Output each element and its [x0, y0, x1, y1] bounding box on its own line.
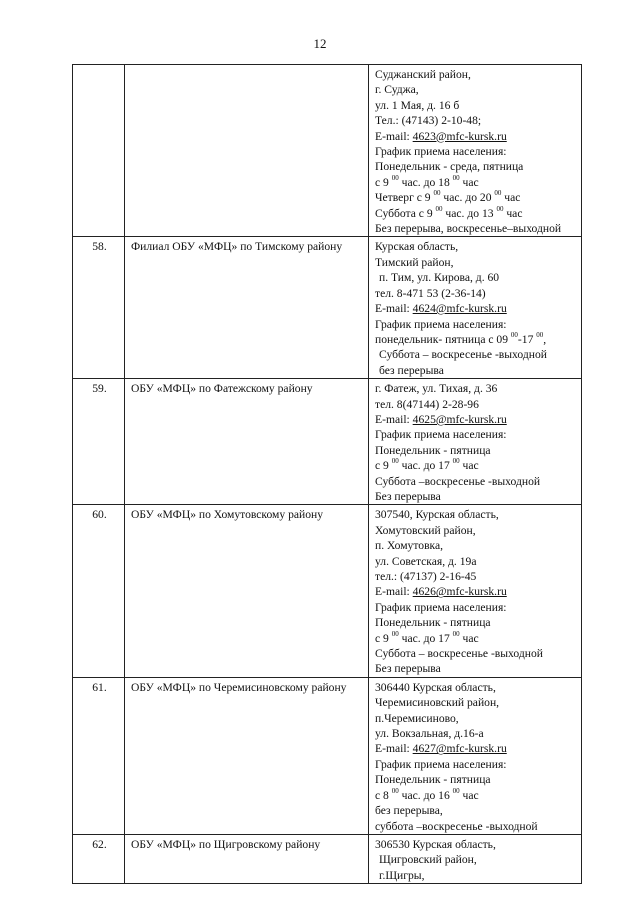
contact-line: с 9 $^{00}$ час. до 17 $^{00}$ час [375, 629, 479, 645]
email-link[interactable]: 4625@mfc-kursk.ru [412, 412, 507, 426]
table-row [73, 505, 582, 677]
contact-line: Суджанский район, [375, 68, 471, 81]
page-number: 12 [313, 36, 327, 51]
contact-line: Суббота –воскресенье -выходной [375, 474, 541, 488]
contact-line: суббота –воскресенье -выходной [375, 819, 538, 833]
contact-line: 306440 Курская область, [375, 680, 496, 694]
branch-name: ОБУ «МФЦ» по Черемисиновскому району [125, 677, 369, 834]
contact-line: Тимский район, [375, 255, 454, 269]
row-number: 59. [73, 379, 125, 505]
table-row [73, 379, 582, 505]
contact-line: с 9 $^{00}$ час. до 18 $^{00}$ час [375, 173, 479, 189]
contact-line: Щигровский район, [379, 853, 477, 867]
contact-line: Без перерыва [375, 662, 441, 676]
email-line: E-mail: 4625@mfc-kursk.ru [375, 412, 507, 426]
contact-line: понедельник- пятница с 09 $^{00}$-17 $^{00}$, [375, 331, 547, 346]
table-row [73, 834, 582, 883]
contact-line: Четверг с 9 $^{00}$ час. до 20 $^{00}$ час [375, 189, 521, 205]
branch-name: ОБУ «МФЦ» по Фатежскому району [125, 379, 369, 505]
contact-line: Черемисиновский район, [375, 696, 500, 710]
row-number [73, 65, 125, 237]
contact-line: График приема населения: [375, 600, 507, 614]
row-number: 61. [73, 677, 125, 834]
contact-line: без перерыва, [375, 804, 443, 818]
contact-line: ул. 1 Мая, д. 16 б [375, 98, 460, 112]
contact-line: График приема населения: [375, 145, 507, 159]
contact-line: без перерыва [379, 363, 444, 377]
contact-line: тел. 8(47144) 2-28-96 [375, 397, 479, 411]
contact-line: 306530 Курская область, [375, 837, 496, 851]
row-number: 62. [73, 834, 125, 883]
branch-name: Филиал ОБУ «МФЦ» по Тимскому району [125, 237, 369, 379]
contact-line: Без перерыва, воскресенье–выходной [375, 222, 562, 236]
contact-line: с 8 $^{00}$ час. до 16 $^{00}$ час [375, 786, 479, 802]
contact-line: г.Щигры, [379, 868, 425, 882]
branch-contacts [369, 834, 582, 883]
branch-name: ОБУ «МФЦ» по Щигровскому району [125, 834, 369, 883]
contact-line: Курская область, [375, 240, 459, 254]
email-line: E-mail: 4623@mfc-kursk.ru [375, 129, 507, 143]
row-number: 58. [73, 237, 125, 379]
email-link[interactable]: 4626@mfc-kursk.ru [412, 585, 507, 599]
branch-name [125, 65, 369, 237]
contact-line: тел.: (47137) 2-16-45 [375, 570, 477, 583]
email-line: E-mail: 4624@mfc-kursk.ru [375, 302, 507, 316]
contact-line: тел. 8-471 53 (2-36-14) [375, 286, 486, 300]
contact-line: График приема населения: [375, 757, 507, 771]
contact-line: Без перерыва [375, 489, 441, 503]
contact-line: Тел.: (47143) 2-10-48; [375, 114, 482, 128]
branch-contacts [369, 65, 582, 237]
email-link[interactable]: 4623@mfc-kursk.ru [412, 129, 507, 143]
contact-line: Хомутовский район, [375, 523, 476, 537]
contact-line: Понедельник - пятница [375, 443, 491, 457]
contact-line: График приема населения: [375, 428, 507, 442]
branch-contacts [369, 677, 582, 834]
row-number: 60. [73, 505, 125, 677]
branch-contacts [369, 237, 582, 379]
branch-contacts [369, 505, 582, 677]
email-line: E-mail: 4627@mfc-kursk.ru [375, 742, 507, 756]
contact-line: ул. Советская, д. 19а [375, 554, 477, 568]
contact-line: ул. Вокзальная, д.16-а [375, 727, 484, 741]
contact-line: Понедельник - пятница [375, 773, 491, 787]
branch-contacts [369, 379, 582, 505]
email-link[interactable]: 4624@mfc-kursk.ru [412, 302, 507, 316]
contact-line: Суббота с 9 $^{00}$ час. до 13 $^{00}$ час [375, 204, 523, 220]
contact-line: Суббота – воскресенье -выходной [375, 647, 543, 661]
table-row [73, 237, 582, 379]
table-row [73, 65, 582, 237]
contact-line: г. Суджа, [375, 83, 419, 97]
contact-line: Понедельник - пятница [375, 616, 491, 630]
contact-line: п.Черемисиново, [375, 711, 459, 725]
mfc-branch-table [72, 64, 582, 884]
email-line: E-mail: 4626@mfc-kursk.ru [375, 585, 507, 599]
contact-line: Понедельник - среда, пятница [375, 160, 524, 174]
table-row [73, 677, 582, 834]
contact-line: г. Фатеж, ул. Тихая, д. 36 [375, 382, 498, 396]
contact-line: п. Тим, ул. Кирова, д. 60 [379, 271, 500, 285]
contact-line: График приема населения: [375, 317, 507, 331]
email-link[interactable]: 4627@mfc-kursk.ru [412, 742, 507, 756]
contact-line: с 9 $^{00}$ час. до 17 $^{00}$ час [375, 457, 479, 473]
contact-line: п. Хомутовка, [375, 539, 444, 553]
branch-name: ОБУ «МФЦ» по Хомутовскому району [125, 505, 369, 677]
contact-line: 307540, Курская область, [375, 508, 499, 522]
contact-line: Суббота – воскресенье -выходной [379, 348, 547, 362]
